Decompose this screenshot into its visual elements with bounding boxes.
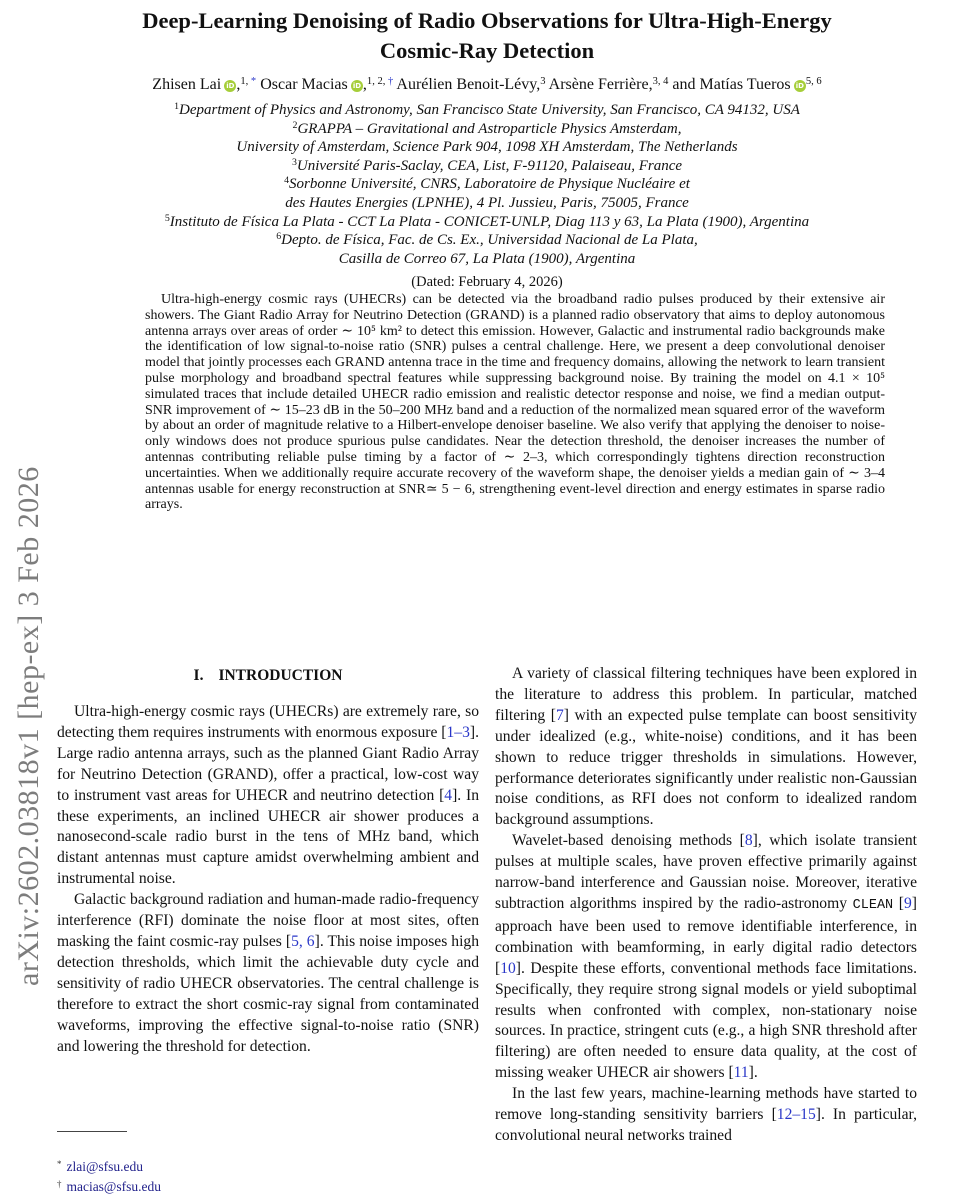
orcid-icon[interactable]: iD — [795, 82, 804, 90]
citation-link[interactable]: [ 5, 6 ] — [286, 933, 320, 950]
author-name: and Matías Tueros iD $^{5, 6}$ — [672, 75, 822, 93]
author-name: Aurélien Benoit-Lévy,$^3$ — [396, 75, 546, 93]
citation-link[interactable]: [ 8 ] — [740, 832, 758, 849]
affiliation-line: $^5$Instituto de Física La Plata - CCT La Plata - CONICET-UNLP, Diag 113 y 63, La Plata (1900), Argentina — [164, 212, 810, 230]
section-heading-introduction — [57, 667, 479, 685]
footnote-marker-link[interactable]: * — [250, 75, 257, 87]
orcid-icon[interactable]: iD — [226, 82, 235, 90]
affiliation-line: $^2$GRAPPA – Gravitational and Astroparticle Physics Amsterdam, — [292, 119, 682, 137]
author-name: Arsène Ferrière,$^{3, 4}$ — [548, 75, 669, 93]
footnotes — [57, 1131, 479, 1197]
body-columns — [57, 664, 917, 1200]
author-affiliation-superscript: 3 — [540, 75, 546, 87]
author-affiliation-superscript: 1, * — [240, 75, 257, 87]
author-affiliation-superscript: 3, 4 — [652, 75, 669, 87]
affiliation-line: des Hautes Energies (LPNHE), 4 Pl. Jussieu, Paris, 75005, France — [285, 194, 689, 211]
affiliation-line: $^3$Université Paris-Saclay, CEA, List, F-91120, Palaiseau, France — [291, 156, 683, 174]
affiliation-number: 3 — [291, 156, 297, 168]
footnote-marker-link[interactable]: † — [388, 75, 394, 87]
section-number: I. — [193, 667, 204, 684]
footnote-rule — [57, 1131, 127, 1132]
paragraph: In the last few years, machine-learning methods have started to remove long-standing sensitivity barriers [ 12–15 ] . In particular, convolutional neural networks trained — [495, 1084, 917, 1147]
affiliation-line: University of Amsterdam, Science Park 904, 1098 XH Amsterdam, The Netherlands — [236, 139, 738, 156]
citation-link[interactable]: [ 12–15 ] — [772, 1106, 821, 1123]
affiliation-number: 2 — [292, 119, 298, 131]
footnote-marker: † — [57, 1178, 62, 1189]
author-name: Zhisen Lai iD ,$^{1, *}$ — [152, 75, 257, 93]
paper-title-line-2: Cosmic-Ray Detection — [379, 38, 595, 63]
inline-code: CLEAN — [852, 897, 894, 913]
affiliation-number: 1 — [174, 101, 179, 113]
citation-link[interactable]: [ 4 ] — [439, 787, 457, 804]
affiliation-line: $^6$Depto. de Física, Fac. de Cs. Ex., Universidad Nacional de La Plata, — [276, 231, 698, 249]
author-line — [57, 74, 917, 96]
author-affiliation-superscript: 5, 6 — [805, 75, 822, 87]
affiliation-line: $^4$Sorbonne Université, CNRS, Laboratoire de Physique Nucléaire et — [284, 175, 690, 193]
footnote-list — [57, 1157, 479, 1197]
arxiv-watermark: arXiv:2602.03818v1 [hep-ex] 3 Feb 2026 — [12, 466, 45, 986]
author-name: Oscar Macias iD ,$^{1, 2, \dagger}$ — [260, 75, 394, 93]
email-link[interactable]: zlai@sfsu.edu — [66, 1159, 143, 1174]
affiliation-number: 4 — [284, 175, 289, 187]
left-column — [57, 664, 479, 1200]
citation-link[interactable]: [ 10 ] — [495, 960, 521, 977]
paper-header — [57, 6, 917, 292]
citation-link[interactable]: [ 7 ] — [551, 707, 569, 724]
email-link[interactable]: macias@sfsu.edu — [66, 1179, 161, 1194]
section-title: INTRODUCTION — [218, 667, 343, 684]
author-affiliation-superscript: 1, 2, † — [366, 75, 394, 87]
right-column — [495, 664, 917, 1200]
orcid-icon[interactable]: iD — [352, 82, 362, 90]
affiliation-line: Casilla de Correo 67, La Plata (1900), Argentina — [338, 250, 636, 267]
citation-link[interactable]: [ 1–3 ] — [441, 724, 475, 741]
paragraph: Galactic background radiation and human-made radio-frequency interference (RFI) dominate the noise floor at most sites, often masking the faint cosmic-ray pulses [ 5, 6 ] . This noise imposes high detection thresholds, which limit the achievable duty cycle and sensitivity of radio UHECR observatories. The central challenge is therefore to extract the short cosmic-ray signal from contaminated waveforms, improving the effective signal-to-noise ratio (SNR) and lowering the threshold for detection. — [57, 890, 479, 1057]
affiliations — [57, 101, 917, 268]
citation-link[interactable]: [ 11 ] — [728, 1064, 753, 1081]
paragraph: Ultra-high-energy cosmic rays (UHECRs) are extremely rare, so detecting them requires instruments with enormous exposure [ 1–3 ] . Large radio antenna arrays, such as the planned Giant Radio Array for Neutrino Detection (GRAND), offer a practical, low-cost way to instrument vast areas for UHECR and neutrino detection [ 4 ] . In these experiments, an inclined UHECR air shower produces a nanosecond-scale radio burst in the tens of MHz band, which distant antennas must capture amidst overwhelming ambient and instrumental noise. — [57, 702, 479, 890]
affiliation-number: 5 — [164, 212, 170, 224]
footnote-line — [57, 1157, 479, 1177]
affiliation-line: $^1$Department of Physics and Astronomy, San Francisco State University, San Francisco, CA 94132, USA — [174, 101, 800, 118]
citation-link[interactable]: [ 9 ] — [899, 895, 917, 912]
paper-title-line-1: Deep-Learning Denoising of Radio Observations for Ultra-High-Energy — [142, 8, 832, 33]
footnote-marker: * — [57, 1158, 62, 1169]
abstract: Ultra-high-energy cosmic rays (UHECRs) can be detected via the broadband radio pulses produced by their extensive air showers. The Giant Radio Array for Neutrino Detection (GRAND) is a planned radio observatory that aims to deploy autonomous antenna arrays over areas of order ∼ 10⁵ km² to detect this emission. However, Galactic and instrumental radio backgrounds make the identification of low signal-to-noise ratio (SNR) pulses a central challenge. Here, we present a deep convolutional denoiser model that jointly processes each GRAND antenna trace in the time and frequency domains, allowing the network to learn transient pulse morphology and broadband spectral features while suppressing background noise. By training the model on 4.1 × 10⁵ simulated traces that include detailed UHECR radio emission and realistic detector response and noise, we find a median output-SNR improvement of ∼ 15–23 dB in the 50–200 MHz band and a reduction of the normalized mean squared error of the waveform by about an order of magnitude relative to a Hilbert-envelope denoiser baseline. We also verify that applying the denoiser to noise-only windows does not produce spurious pulse candidates. Near the detection threshold, the denoiser increases the number of antennas contributing reliable pulse timing by a factor of ∼ 2–3, which correspondingly tightens direction reconstruction uncertainties. When we additionally require accurate recovery of the waveform shape, the denoiser yields a median gain of ∼ 3–4 antennas usable for energy reconstruction at SNR≃ 5 − 6, strengthening event-level direction and energy estimates in sparse radio arrays. — [145, 292, 885, 513]
dated-line: (Dated: February 4, 2026) — [411, 274, 563, 291]
affiliation-number: 6 — [276, 231, 282, 243]
paragraph: A variety of classical filtering techniques have been explored in the literature to address this problem. In particular, matched filtering [ 7 ] with an expected pulse template can boost sensitivity under idealized (e.g., white-noise) conditions, and it has been shown to reduce trigger thresholds in simulations. However, performance deteriorates significantly under realistic non-Gaussian noise conditions, as RFI does not conform to idealized random background assumptions. — [495, 664, 917, 831]
footnote-line — [57, 1177, 479, 1197]
paragraph: Wavelet-based denoising methods [ 8 ] , which isolate transient pulses at multiple scales, have proven effective primarily against narrow-band interference and Gaussian noise. Moreover, iterative subtraction algorithms inspired by the radio-astronomy CLEAN [ 9 ] approach have been used to remove identifiable interference, in combination with beamforming, in early digital radio detectors [ 10 ] . Despite these efforts, conventional methods face limitations. Specifically, they require strong signal models or yield suboptimal results when confronted with complex, non-stationary noise sources. In practice, stringent cuts (e.g., a high SNR threshold after filtering) are often needed to ensure data quality, at the cost of missing weaker UHECR air showers [ 11 ] . — [495, 831, 917, 1084]
